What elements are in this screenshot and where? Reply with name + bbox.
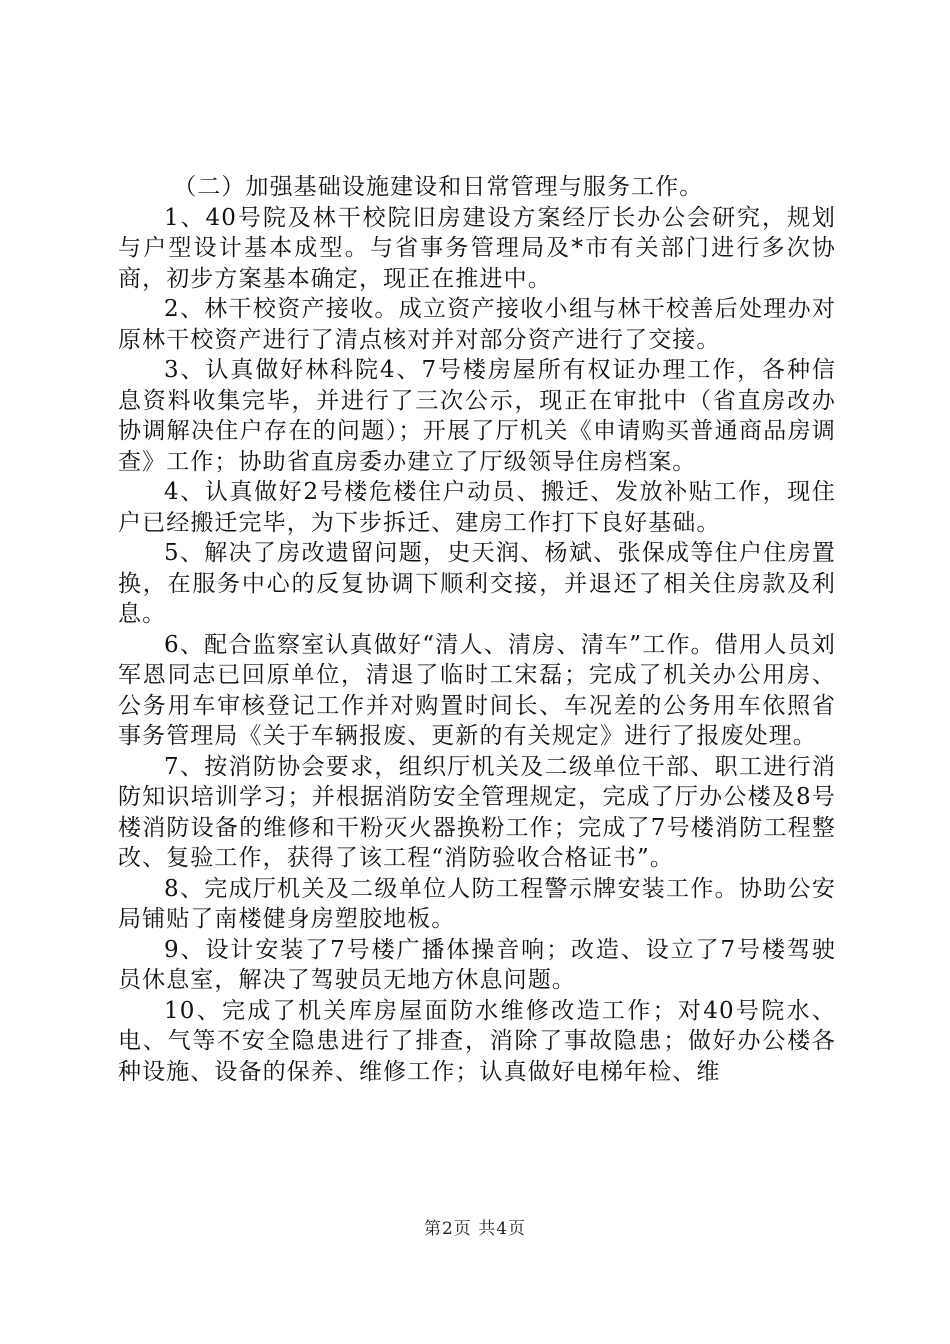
paragraph-9: 9、设计安装了7号楼广播体操音响；改造、设立了7号楼驾驶员休息室，解决了驾驶员无地方休息问题。 — [118, 936, 836, 993]
paragraph-3: 3、认真做好林科院4、7号楼房屋所有权证办理工作，各种信息资料收集完毕，并进行了三次公示，现正在审批中（省直房改办协调解决住户存在的问题）；开展了厅机关《申请购买普通商品房调查》工作；协助省直房委办建立了厅级领导住房档案。 — [118, 357, 836, 475]
document-body — [118, 172, 836, 1087]
paragraph-4: 4、认真做好2号楼危楼住户动员、搬迁、发放补贴工作，现住户已经搬迁完毕，为下步拆迁、建房工作打下良好基础。 — [118, 479, 836, 536]
page-number-footer: 第2页 共4页 — [423, 1219, 527, 1239]
paragraph-5: 5、解决了房改遗留问题，史天润、杨斌、张保成等住户住房置换，在服务中心的反复协调下顺利交接，并退还了相关住房款及利息。 — [118, 540, 836, 627]
paragraph-2: 2、林干校资产接收。成立资产接收小组与林干校善后处理办对原林干校资产进行了清点核对并对部分资产进行了交接。 — [118, 296, 836, 353]
paragraph-10: 10、完成了机关库房屋面防水维修改造工作；对40号院水、电、气等不安全隐患进行了排查，消除了事故隐患；做好办公楼各种设施、设备的保养、维修工作；认真做好电梯年检、维 — [118, 997, 836, 1085]
paragraph-1: 1、40号院及林干校院旧房建设方案经厅长办公会研究，规划与户型设计基本成型。与省事务管理局及*市有关部门进行多次协商，初步方案基本确定，现正在推进中。 — [118, 204, 836, 292]
section-heading: （二）加强基础设施建设和日常管理与服务工作。 — [173, 174, 704, 200]
paragraph-6: 6、配合监察室认真做好“清人、清房、清车”工作。借用人员刘军恩同志已回原单位，清退了临时工宋磊；完成了机关办公用房、公务用车审核登记工作并对购置时间长、车况差的公务用车依照省事务管理局《关于车辆报废、更新的有关规定》进行了报废处理。 — [118, 631, 836, 749]
paragraph-7: 7、按消防协会要求，组织厅机关及二级单位干部、职工进行消防知识培训学习；并根据消防安全管理规定，完成了厅办公楼及8号楼消防设备的维修和干粉灭火器换粉工作；完成了7号楼消防工程整改、复验工作，获得了该工程“消防验收合格证书”。 — [118, 753, 836, 871]
paragraph-8: 8、完成厅机关及二级单位人防工程警示牌安装工作。协助公安局铺贴了南楼健身房塑胶地板。 — [118, 875, 836, 932]
